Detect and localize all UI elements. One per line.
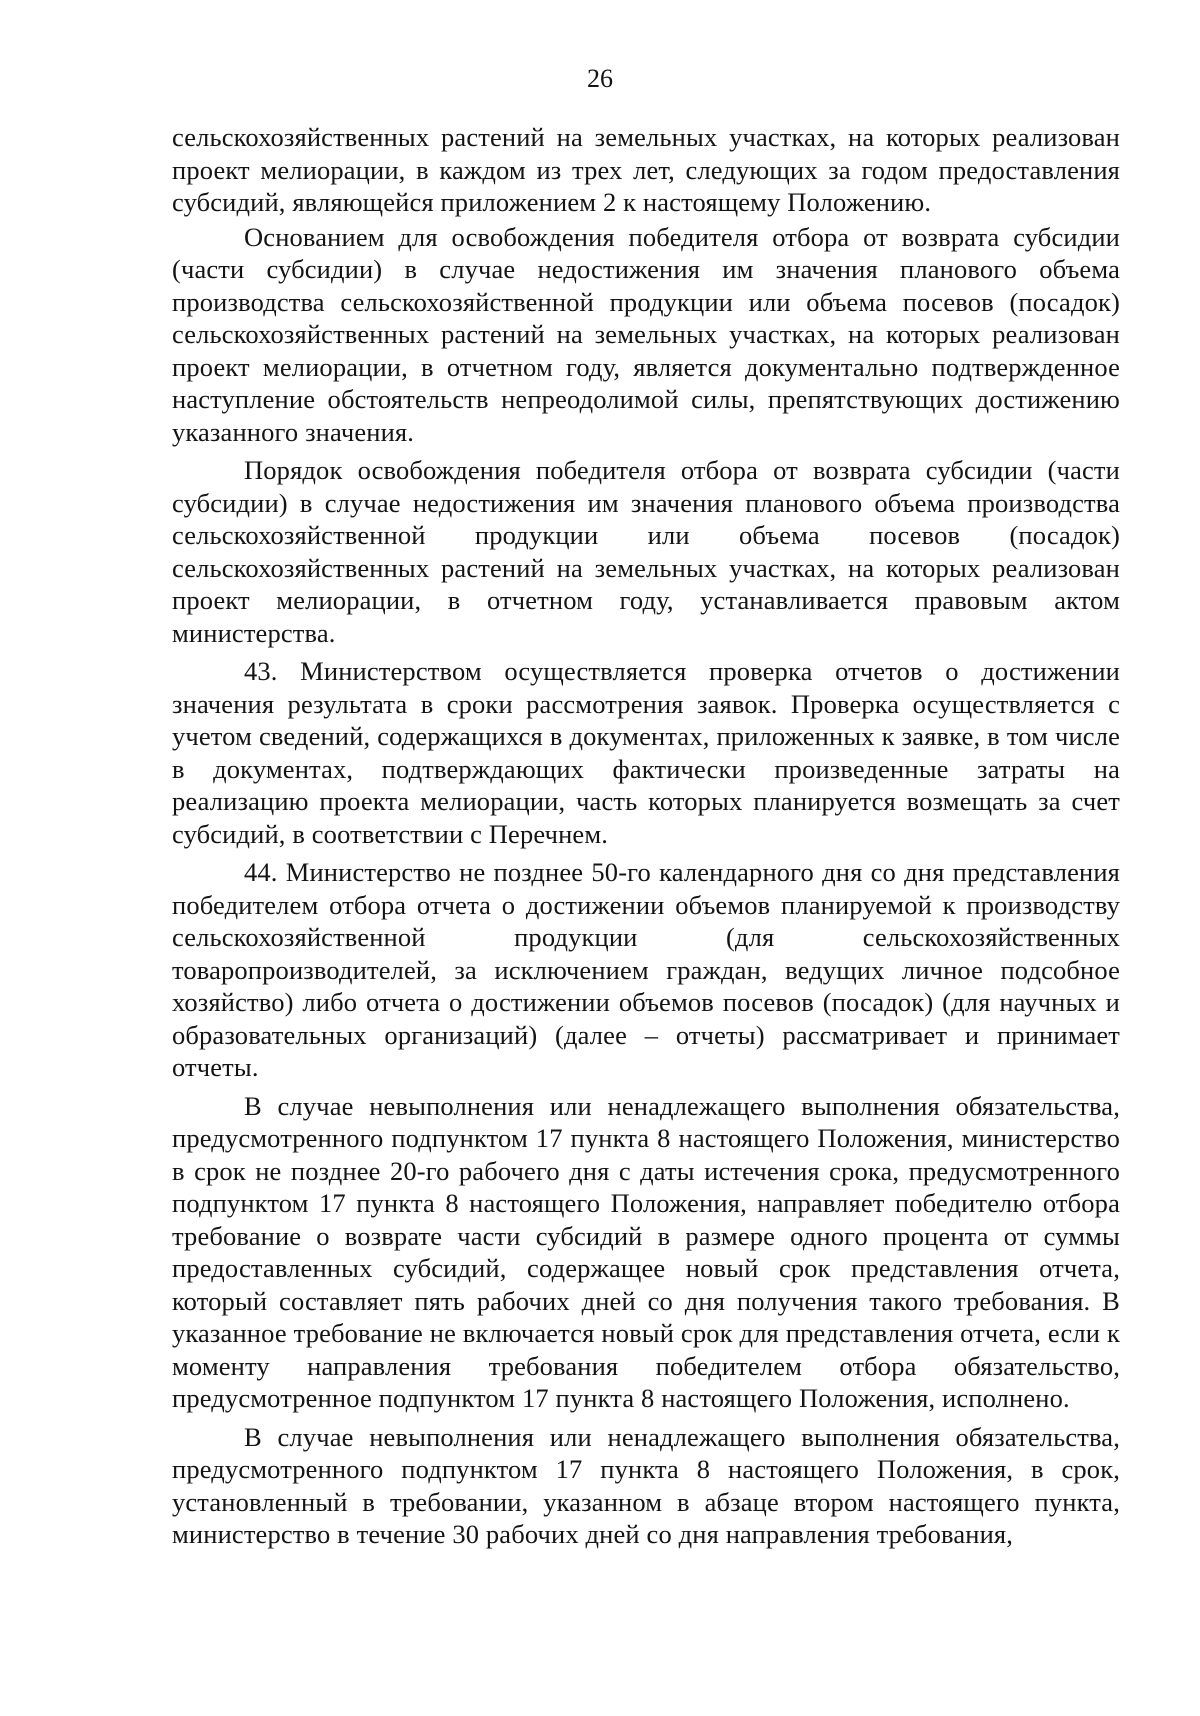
paragraph-exemption-procedure: Порядок освобождения победителя отбора от возврата субсидии (части субсидии) в случае недостижения им значения планового объема производства сельскохозяйственной продукции или объема посевов (посадок) сельскохозяйственных растений на земельных участках, на которых реализован проект мелиорации, в отчетном году, устанавливается правовым актом министерства. <box>172 455 1120 648</box>
paragraph-continuation: сельскохозяйственных растений на земельных участках, на которых реализован проект мелиорации, в каждом из трех лет, следующих за годом предоставления субсидий, являющейся приложением 2 к настоящему Положению. <box>172 122 1120 217</box>
paragraph-nonfulfillment-requirement: В случае невыполнения или ненадлежащего выполнения обязательства, предусмотренного подпунктом 17 пункта 8 настоящего Положения, министерство в срок не позднее 20-го рабочего дня с даты истечения срока, предусмотренного подпунктом 17 пункта 8 настоящего Положения, направляет победителю отбора требование о возврате части субсидий в размере одного процента от суммы предоставленных субсидий, содержащее новый срок представления отчета, который составляет пять рабочих дней со дня получения такого требования. В указанное требование не включается новый срок для представления отчета, если к моменту направления требования победителем отбора обязательство, предусмотренное подпунктом 17 пункта 8 настоящего Положения, исполнено. <box>172 1090 1120 1413</box>
paragraph-item-43: 43. Министерством осуществляется проверка отчетов о достижении значения результата в сроки рассмотрения заявок. Проверка осуществляется с учетом сведений, содержащихся в документах, приложенных к заявке, в том числе в документах, подтверждающих фактически произведенные затраты на реализацию проекта мелиорации, часть которых планируется возмещать за счет субсидий, в соответствии с Перечнем. <box>172 656 1120 849</box>
document-body <box>172 121 1120 1557</box>
paragraph-nonfulfillment-deadline: В случае невыполнения или ненадлежащего выполнения обязательства, предусмотренного подпунктом 17 пункта 8 настоящего Положения, в срок, установленный в требовании, указанном в абзаце втором настоящего пункта, министерство в течение 30 рабочих дней со дня направления требования, <box>172 1421 1120 1549</box>
paragraph-exemption-basis: Основанием для освобождения победителя отбора от возврата субсидии (части субсидии) в случае недостижения им значения планового объема производства сельскохозяйственной продукции или объема посевов (посадок) сельскохозяйственных растений на земельных участках, на которых реализован проект мелиорации, в отчетном году, является документально подтвержденное наступление обстоятельств непреодолимой силы, препятствующих достижению указанного значения. <box>172 221 1120 447</box>
paragraph-item-44: 44. Министерство не позднее 50-го календарного дня со дня представления победителем отбора отчета о достижении объемов планируемой к производству сельскохозяйственной продукции (для сельскохозяйственных товаропроизводителей, за исключением граждан, ведущих личное подсобное хозяйство) либо отчета о достижении объемов посевов (посадок) (для научных и образовательных организаций) (далее – отчеты) рассматривает и принимает отчеты. <box>172 857 1120 1082</box>
page-number: 26 <box>587 64 613 93</box>
